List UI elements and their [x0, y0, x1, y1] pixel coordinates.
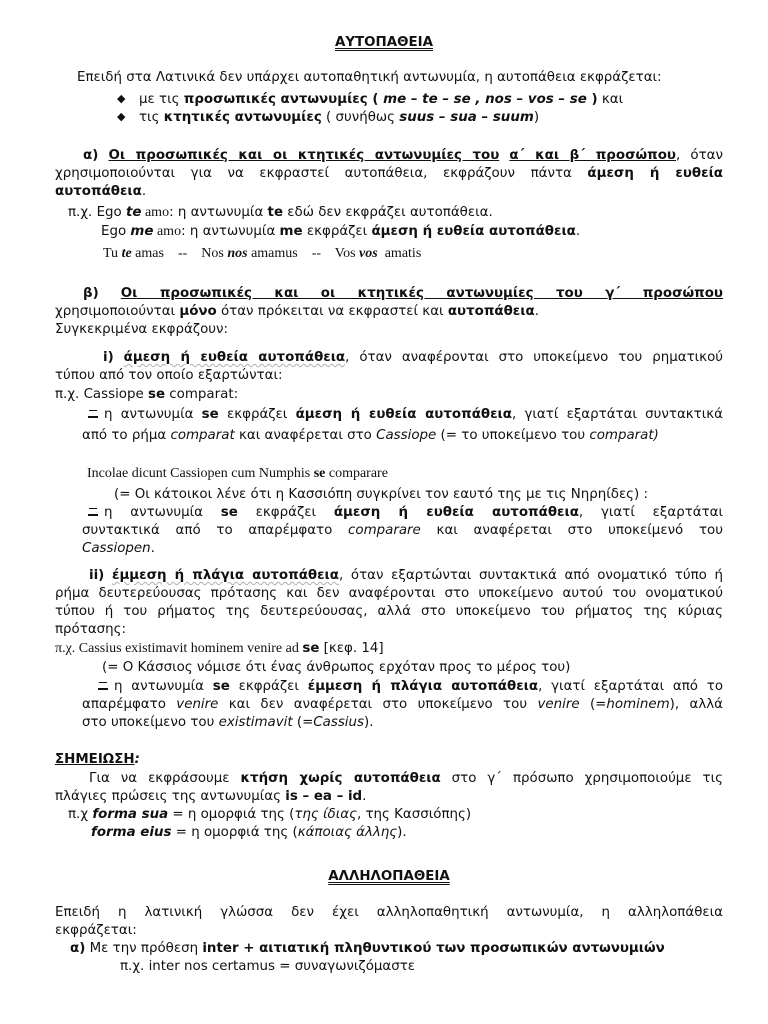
pointing-hand-icon [88, 505, 98, 516]
note-ii-3: στο υποκείμενο του existimavit (=Cassius). [82, 715, 374, 730]
translation-incolae: (= Οι κάτοικοι λένε ότι η Κασσιόπη συγκρίνει τον εαυτό της με τις Νηρηίδες) : [114, 487, 649, 502]
subsection-ii-line4: πρότασης: [55, 622, 126, 637]
subsection-ii-heading: ii) έμμεση ή πλάγια αυτοπάθεια, όταν εξαρτώνται συντακτικά από ονοματικό τύπο ή [89, 568, 723, 583]
note-line2: πλάγιες πρώσεις της αντωνυμίας is – ea – id. [55, 789, 367, 804]
example-cassius-existimavit: π.χ. Cassius existimavit hominem venire ad se [κεφ. 14] [55, 641, 384, 656]
subsection-ii-line2: ρήμα δευτερεύουσας πρότασης και δεν αναφέρονται στο υποκείμενο αυτού του ονοματικού [55, 586, 723, 601]
note-ii-2: απαρέμφατο venire και δεν αναφέρεται στο υποκείμενο του venire (=hominem), αλλά [82, 697, 723, 712]
reciprocal-inter: α) Με την πρόθεση inter + αιτιατική πληθυντικού των προσωπικών αντωνυμιών [70, 941, 665, 956]
translation-cassius: (= Ο Κάσσιος νόμισε ότι ένας άνθρωπος ερχόταν προς το μέρος του) [102, 660, 571, 675]
subsection-i-line2: τύπου από τον οποίο εξαρτώνται: [55, 368, 283, 383]
reciprocal-intro-line1: Επειδή η λατινική γλώσσα δεν έχει αλληλοπαθητική αντωνυμία, η αλληλοπάθεια [55, 905, 723, 920]
note-example-forma-eius: forma eius = η ομορφιά της (κάποιας άλλης). [91, 825, 407, 840]
pointing-hand-icon [98, 679, 108, 690]
note-i-m3: Cassiopen. [82, 541, 155, 556]
section-b-line3: Συγκεκριμένα εκφράζουν: [55, 322, 229, 337]
example-tu-te-amas: Tu te amas -- Nos nos amamus -- Vos vos amatis [103, 246, 422, 261]
bullet-personal-pronouns: με τις προσωπικές αντωνυμίες ( me – te – se , nos – vos – se ) και [139, 92, 624, 107]
intro-text: Επειδή στα Λατινικά δεν υπάρχει αυτοπαθητική αντωνυμία, η αυτοπάθεια εκφράζεται: [77, 70, 662, 85]
subsection-ii-line3: τύπου ή του ρήματος της δευτερεύουσας, αλλά στο υποκείμενο του ρήματος της κύριας [55, 604, 723, 619]
section-title-allilopatheia: ΑΛΛΗΛΟΠΑΘΕΙΑ [328, 869, 450, 884]
note-i-m1: η αντωνυμία se εκφράζει άμεση ή ευθεία αυτοπάθεια, γιατί εξαρτάται [88, 504, 723, 521]
note-heading: ΣΗΜΕΙΩΣΗ: [55, 752, 140, 767]
section-b-heading: β) Οι προσωπικές και οι κτητικές αντωνυμίες του γ΄ προσώπου [83, 286, 723, 301]
bullet-possessive-pronouns: τις κτητικές αντωνυμίες ( συνήθως suus – sua – suum) [139, 110, 540, 125]
note-i-m2: συντακτικά από το απαρέμφατο comparare και αναφέρεται στο υποκείμενό του [82, 523, 723, 538]
example-cassiope-se-comparat: π.χ. Cassiope se comparat: [55, 387, 239, 402]
bullet-diamond-icon: ◆ [117, 110, 126, 123]
example-inter-nos: π.χ. inter nos certamus = συναγωνιζόμαστε [120, 959, 416, 974]
bullet-diamond-icon: ◆ [117, 92, 126, 105]
section-a-heading: α) Οι προσωπικές και οι κτητικές αντωνυμίες του α΄ και β΄ προσώπου, όταν [83, 148, 723, 163]
section-a-line3: αυτοπάθεια. [55, 184, 147, 199]
note-i-1: η αντωνυμία se εκφράζει άμεση ή ευθεία αυτοπάθεια, γιατί εξαρτάται συντακτικά [88, 406, 723, 423]
section-b-line2: χρησιμοποιούνται μόνο όταν πρόκειται να εκφραστεί και αυτοπάθεια. [55, 304, 539, 319]
note-example-forma-sua: π.χ forma sua = η ομορφιά της (της ίδιας, της Κασσιόπης) [68, 807, 472, 822]
example-ego-te-amo: π.χ. Ego te amo: η αντωνυμία te εδώ δεν εκφράζει αυτοπάθεια. [68, 205, 493, 220]
example-incolae-dicunt: Incolae dicunt Cassiopen cum Numphis se comparare [87, 466, 388, 481]
note-line1: Για να εκφράσουμε κτήση χωρίς αυτοπάθεια στο γ΄ πρόσωπο χρησιμοποιούμε τις [89, 771, 723, 786]
subsection-i-heading: i) άμεση ή ευθεία αυτοπάθεια, όταν αναφέρονται στο υποκείμενο του ρηματικού [103, 350, 724, 365]
pointing-hand-icon [88, 407, 98, 418]
section-a-line2: χρησιμοποιούνται για να εκφραστεί αυτοπάθεια, εκφράζουν πάντα άμεση ή ευθεία [55, 166, 723, 181]
section-title-autopatheia: ΑΥΤΟΠΑΘΕΙΑ [334, 35, 434, 50]
example-ego-me-amo: Ego me amo: η αντωνυμία me εκφράζει άμεση ή ευθεία αυτοπάθεια. [101, 224, 581, 239]
note-i-2: από το ρήμα comparat και αναφέρεται στο Cassiope (= το υποκείμενο του comparat) [82, 428, 659, 443]
reciprocal-intro-line2: εκφράζεται: [55, 923, 137, 938]
note-ii-1: η αντωνυμία se εκφράζει έμμεση ή πλάγια αυτοπάθεια, γιατί εξαρτάται από το [98, 678, 723, 695]
